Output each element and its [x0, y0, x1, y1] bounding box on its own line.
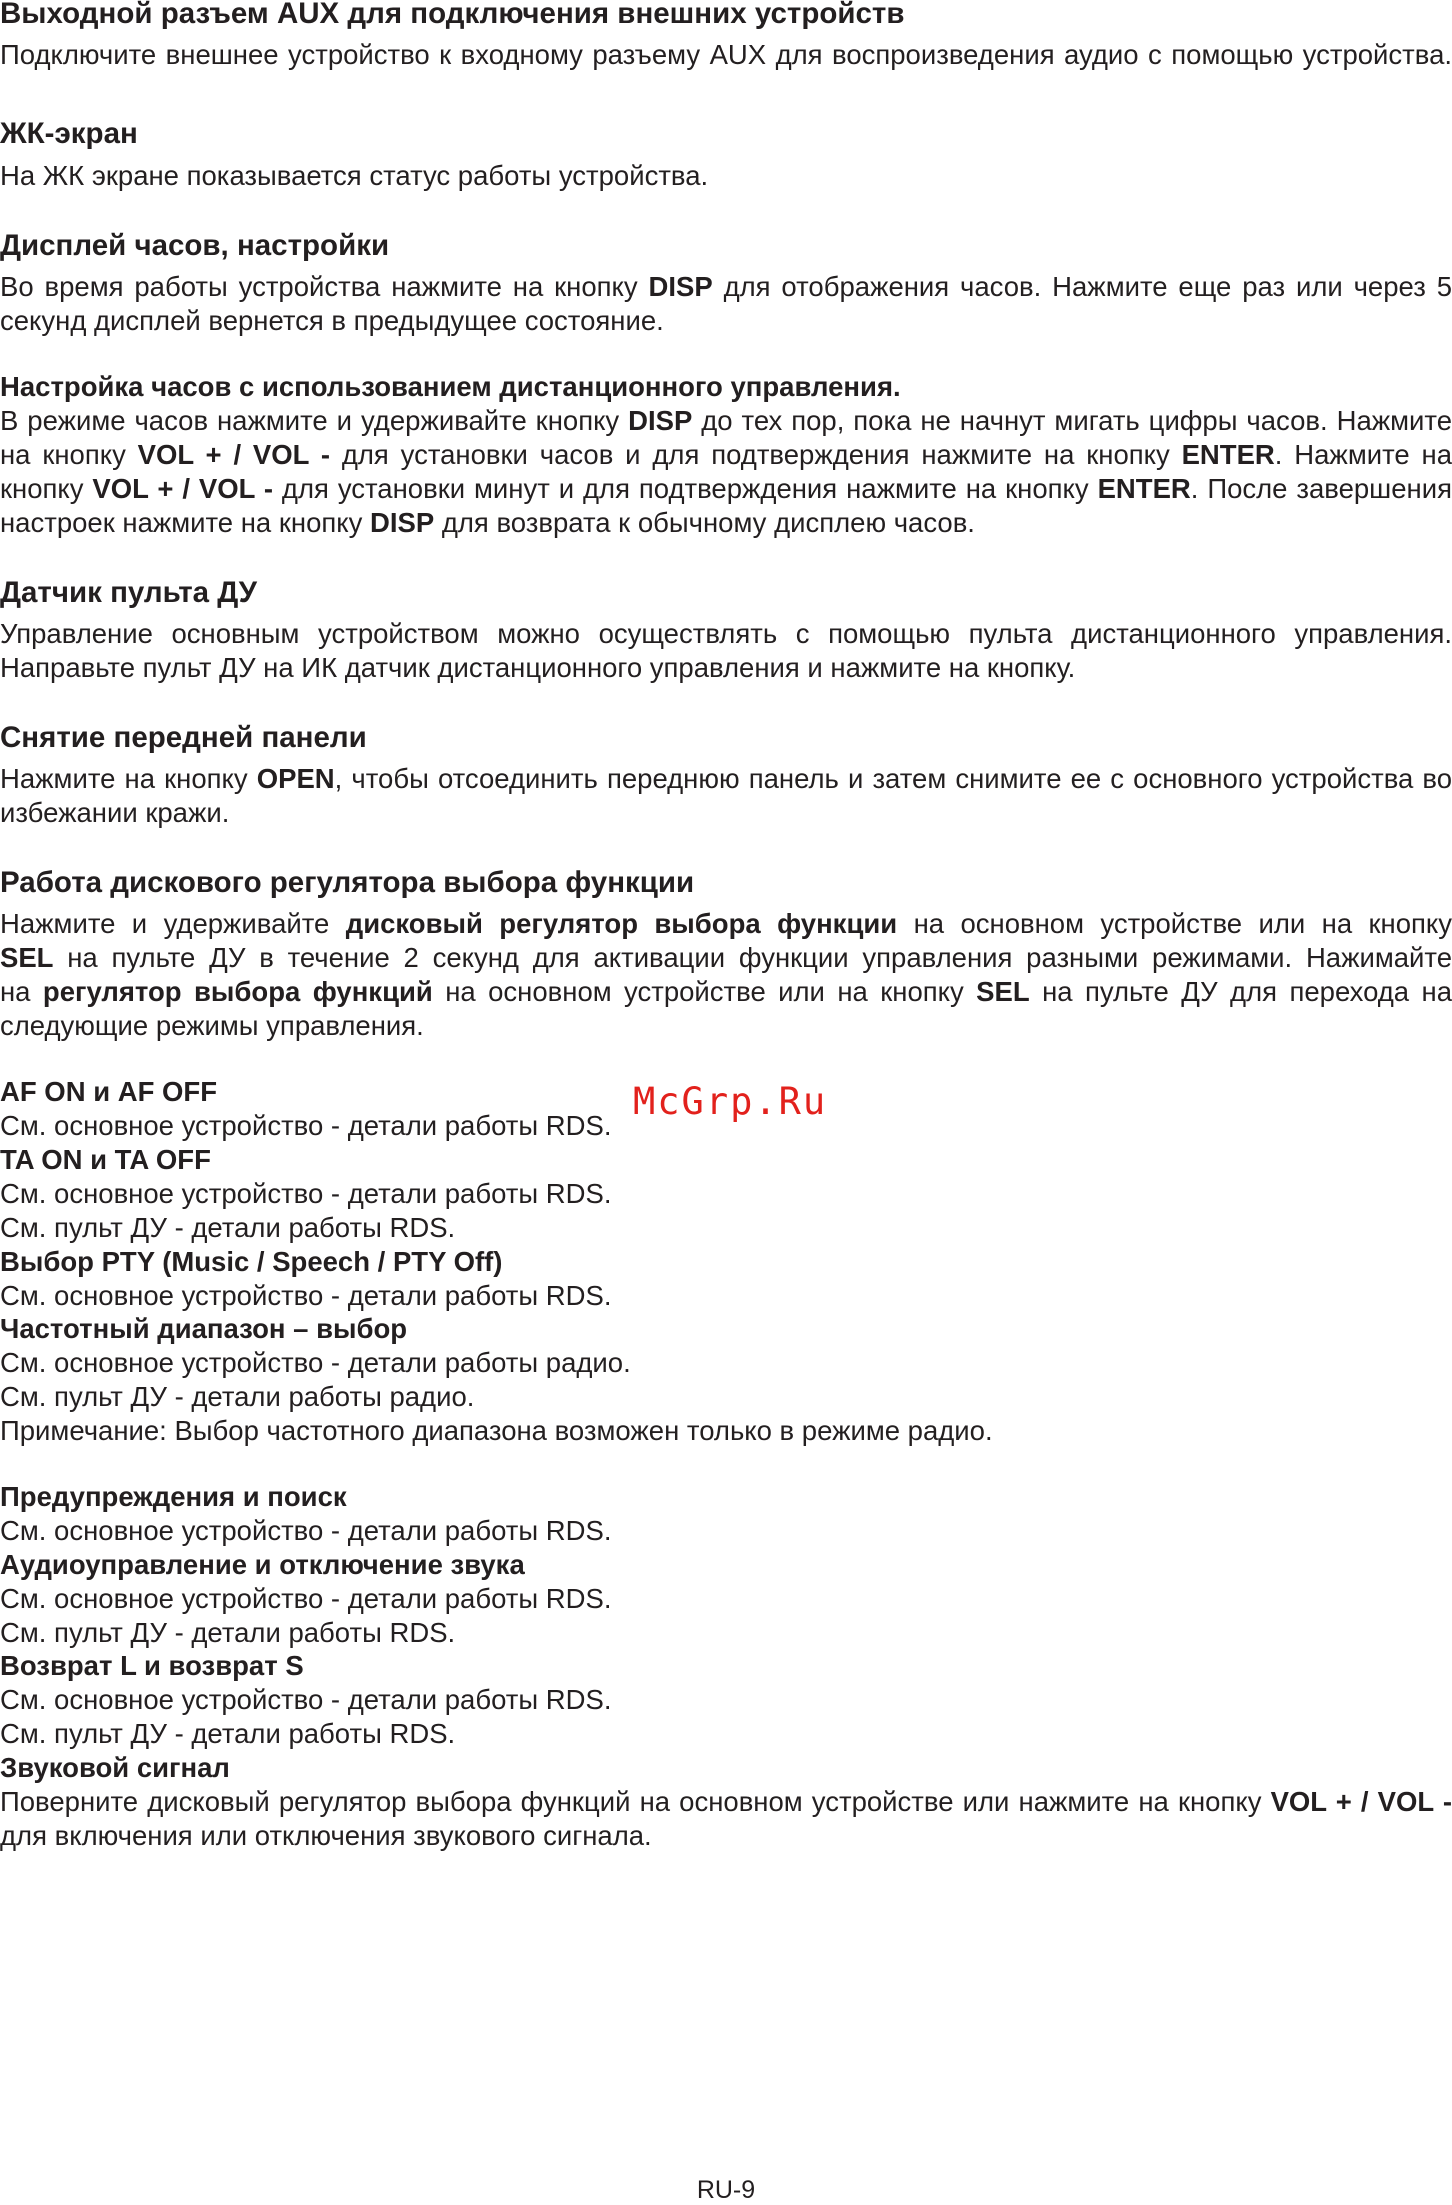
warn-text: См. основное устройство - детали работы RDS.	[0, 1515, 612, 1546]
band-text-1: См. основное устройство - детали работы радио.	[0, 1347, 631, 1378]
band-note: Примечание: Выбор частотного диапазона возможен только в режиме радио.	[0, 1415, 993, 1446]
audio-title: Аудиоуправление и отключение звука	[0, 1549, 525, 1580]
af-text: См. основное устройство - детали работы RDS.	[0, 1110, 612, 1141]
knob-line-4: следующие режимы управления.	[0, 1010, 424, 1041]
beep-title: Звуковой сигнал	[0, 1752, 230, 1783]
clock-line-2: секунд дисплей вернется в предыдущее состояние.	[0, 305, 664, 336]
clockset-line-3: кнопку VOL + / VOL - для установки минут и для подтверждения нажмите на кнопку ENTER. После завершения	[0, 473, 1452, 504]
panel-line-2: избежании кражи.	[0, 797, 230, 828]
watermark-logo: McGrp.Ru	[633, 1080, 828, 1123]
clock-line-1: Во время работы устройства нажмите на кнопку DISP для отображения часов. Нажмите еще раз или через 5	[0, 271, 1452, 302]
clock-title: Дисплей часов, настройки	[0, 229, 390, 262]
audio-text-1: См. основное устройство - детали работы RDS.	[0, 1583, 612, 1614]
knob-line-2: SEL на пульте ДУ в течение 2 секунд для активации функции управления разными режимами. Нажимайте	[0, 942, 1452, 973]
knob-line-1: Нажмите и удерживайте дисковый регулятор выбора функции на основном устройстве или на кнопку	[0, 908, 1452, 939]
lcd-text: На ЖК экране показывается статус работы устройства.	[0, 160, 709, 191]
band-title: Частотный диапазон – выбор	[0, 1313, 408, 1344]
ta-text-2: См. пульт ДУ - детали работы RDS.	[0, 1212, 456, 1243]
panel-title: Снятие передней панели	[0, 721, 367, 754]
clockset-title: Настройка часов с использованием дистанционного управления.	[0, 371, 901, 402]
sensor-line-1: Управление основным устройством можно осуществлять с помощью пульта дистанционного управления.	[0, 618, 1452, 649]
return-text-1: См. основное устройство - детали работы RDS.	[0, 1684, 612, 1715]
clockset-line-2: на кнопку VOL + / VOL - для установки часов и для подтверждения нажмите на кнопку ENTER. Нажмите на	[0, 439, 1452, 470]
clockset-line-4: настроек нажмите на кнопку DISP для возврата к обычному дисплею часов.	[0, 507, 975, 538]
sensor-line-2: Направьте пульт ДУ на ИК датчик дистанционного управления и нажмите на кнопку.	[0, 652, 1076, 683]
knob-line-3: на регулятор выбора функций на основном устройстве или на кнопку SEL на пульте ДУ для перехода на	[0, 976, 1452, 1007]
return-text-2: См. пульт ДУ - детали работы RDS.	[0, 1718, 456, 1749]
return-title: Возврат L и возврат S	[0, 1650, 304, 1681]
aux-title: Выходной разъем AUX для подключения внешних устройств	[0, 0, 905, 30]
band-text-2: См. пульт ДУ - детали работы радио.	[0, 1381, 475, 1412]
warn-title: Предупреждения и поиск	[0, 1481, 347, 1512]
pty-text: См. основное устройство - детали работы RDS.	[0, 1280, 612, 1311]
panel-line-1: Нажмите на кнопку OPEN, чтобы отсоединить переднюю панель и затем снимите ее с основного устройства во	[0, 763, 1452, 794]
pty-title: Выбор PTY (Music / Speech / PTY Off)	[0, 1246, 503, 1277]
af-title: AF ON и AF OFF	[0, 1076, 218, 1107]
beep-line-2: для включения или отключения звукового сигнала.	[0, 1820, 652, 1851]
lcd-title: ЖК-экран	[0, 117, 138, 150]
aux-text: Подключите внешнее устройство к входному разъему AUX для воспроизведения аудио с помощью устройства.	[0, 39, 1452, 70]
clockset-line-1: В режиме часов нажмите и удерживайте кнопку DISP до тех пор, пока не начнут мигать цифры часов. Нажмите	[0, 405, 1452, 436]
sensor-title: Датчик пульта ДУ	[0, 576, 257, 609]
page-number: RU-9	[696, 2176, 756, 2204]
beep-line-1: Поверните дисковый регулятор выбора функций на основном устройстве или нажмите на кнопку VOL + / VOL -	[0, 1786, 1452, 1817]
knob-title: Работа дискового регулятора выбора функции	[0, 866, 695, 899]
ta-title: TA ON и TA OFF	[0, 1144, 211, 1175]
ta-text-1: См. основное устройство - детали работы RDS.	[0, 1178, 612, 1209]
audio-text-2: См. пульт ДУ - детали работы RDS.	[0, 1617, 456, 1648]
